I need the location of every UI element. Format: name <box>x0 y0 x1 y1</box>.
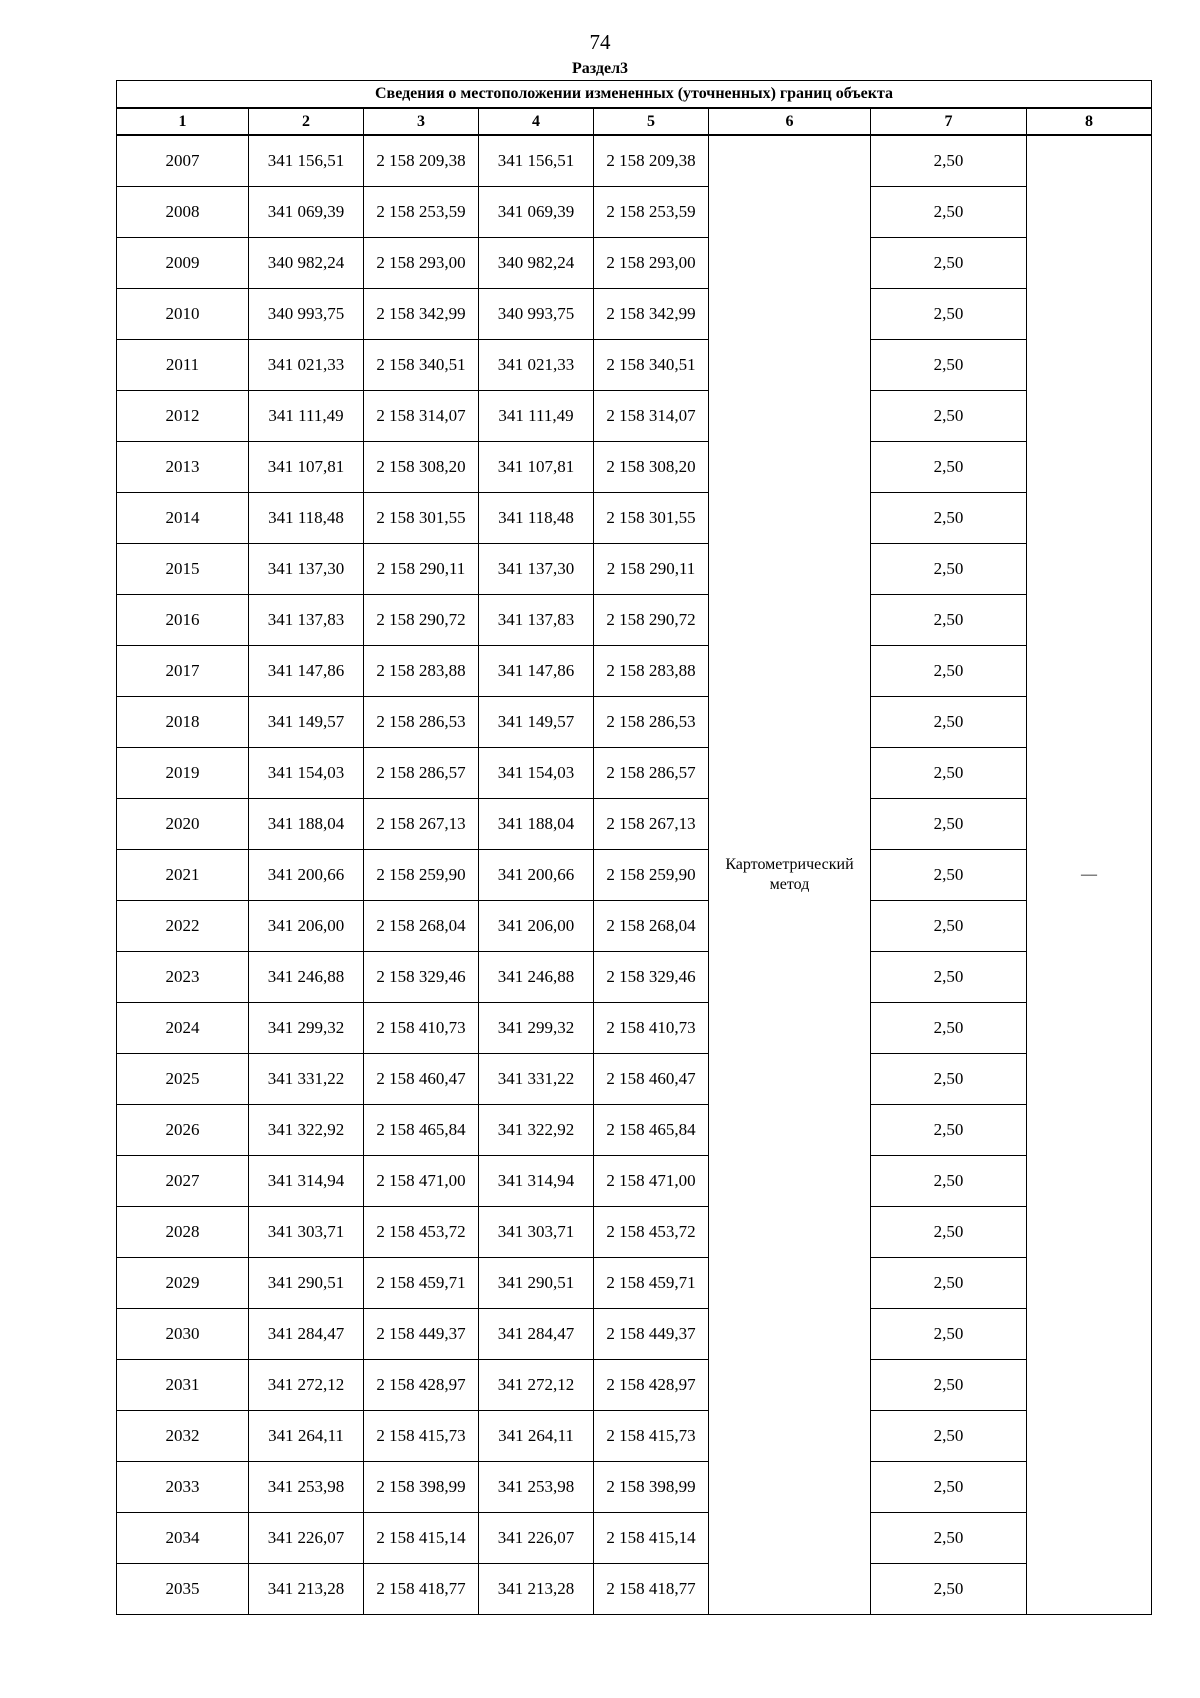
x-coordinate-cell: 341 226,07 <box>249 1513 364 1564</box>
point-number-cell: 2023 <box>117 952 249 1003</box>
table-row <box>117 493 1152 544</box>
y-coordinate-cell: 2 158 428,97 <box>364 1360 479 1411</box>
table-row <box>117 646 1152 697</box>
x-coordinate-cell: 341 147,86 <box>249 646 364 697</box>
accuracy-cell: 2,50 <box>871 901 1027 952</box>
y-coordinate-cell: 2 158 286,53 <box>364 697 479 748</box>
point-number-cell: 2019 <box>117 748 249 799</box>
y-coordinate-cell: 2 158 209,38 <box>594 135 709 187</box>
table-row <box>117 1411 1152 1462</box>
point-number-cell: 2033 <box>117 1462 249 1513</box>
point-number-cell: 2026 <box>117 1105 249 1156</box>
accuracy-cell: 2,50 <box>871 340 1027 391</box>
accuracy-cell: 2,50 <box>871 493 1027 544</box>
y-coordinate-cell: 2 158 418,77 <box>594 1564 709 1615</box>
point-number-cell: 2008 <box>117 187 249 238</box>
x-coordinate-cell: 341 322,92 <box>249 1105 364 1156</box>
y-coordinate-cell: 2 158 415,14 <box>364 1513 479 1564</box>
table-row <box>117 1105 1152 1156</box>
y-coordinate-cell: 2 158 465,84 <box>364 1105 479 1156</box>
x-coordinate-cell: 341 200,66 <box>249 850 364 901</box>
column-number: 3 <box>364 108 479 135</box>
accuracy-cell: 2,50 <box>871 1309 1027 1360</box>
point-number-cell: 2027 <box>117 1156 249 1207</box>
x-coordinate-cell: 341 069,39 <box>479 187 594 238</box>
y-coordinate-cell: 2 158 428,97 <box>594 1360 709 1411</box>
y-coordinate-cell: 2 158 301,55 <box>364 493 479 544</box>
table-row <box>117 1513 1152 1564</box>
y-coordinate-cell: 2 158 415,14 <box>594 1513 709 1564</box>
y-coordinate-cell: 2 158 301,55 <box>594 493 709 544</box>
y-coordinate-cell: 2 158 418,77 <box>364 1564 479 1615</box>
x-coordinate-cell: 341 154,03 <box>249 748 364 799</box>
y-coordinate-cell: 2 158 453,72 <box>594 1207 709 1258</box>
accuracy-cell: 2,50 <box>871 1105 1027 1156</box>
x-coordinate-cell: 340 982,24 <box>479 238 594 289</box>
y-coordinate-cell: 2 158 259,90 <box>594 850 709 901</box>
x-coordinate-cell: 341 154,03 <box>479 748 594 799</box>
y-coordinate-cell: 2 158 308,20 <box>364 442 479 493</box>
x-coordinate-cell: 341 149,57 <box>249 697 364 748</box>
y-coordinate-cell: 2 158 253,59 <box>594 187 709 238</box>
accuracy-cell: 2,50 <box>871 748 1027 799</box>
accuracy-cell: 2,50 <box>871 135 1027 187</box>
point-number-cell: 2007 <box>117 135 249 187</box>
accuracy-cell: 2,50 <box>871 1513 1027 1564</box>
y-coordinate-cell: 2 158 449,37 <box>594 1309 709 1360</box>
method-cell: Картометрический метод <box>709 135 871 1615</box>
x-coordinate-cell: 341 284,47 <box>479 1309 594 1360</box>
x-coordinate-cell: 341 213,28 <box>479 1564 594 1615</box>
y-coordinate-cell: 2 158 267,13 <box>364 799 479 850</box>
x-coordinate-cell: 340 993,75 <box>249 289 364 340</box>
table-row <box>117 799 1152 850</box>
y-coordinate-cell: 2 158 209,38 <box>364 135 479 187</box>
table-row <box>117 1054 1152 1105</box>
y-coordinate-cell: 2 158 293,00 <box>364 238 479 289</box>
accuracy-cell: 2,50 <box>871 1003 1027 1054</box>
y-coordinate-cell: 2 158 398,99 <box>594 1462 709 1513</box>
accuracy-cell: 2,50 <box>871 238 1027 289</box>
coordinates-table <box>116 80 1152 1615</box>
table-row <box>117 1564 1152 1615</box>
table-row <box>117 1003 1152 1054</box>
column-number: 7 <box>871 108 1027 135</box>
table-body <box>117 135 1152 1615</box>
y-coordinate-cell: 2 158 340,51 <box>364 340 479 391</box>
point-number-cell: 2034 <box>117 1513 249 1564</box>
x-coordinate-cell: 341 118,48 <box>479 493 594 544</box>
accuracy-cell: 2,50 <box>871 1054 1027 1105</box>
x-coordinate-cell: 341 213,28 <box>249 1564 364 1615</box>
point-number-cell: 2009 <box>117 238 249 289</box>
x-coordinate-cell: 341 200,66 <box>479 850 594 901</box>
accuracy-cell: 2,50 <box>871 646 1027 697</box>
x-coordinate-cell: 340 982,24 <box>249 238 364 289</box>
accuracy-cell: 2,50 <box>871 595 1027 646</box>
x-coordinate-cell: 341 303,71 <box>249 1207 364 1258</box>
y-coordinate-cell: 2 158 290,72 <box>594 595 709 646</box>
note-cell: — <box>1027 135 1152 1615</box>
table-row <box>117 1309 1152 1360</box>
y-coordinate-cell: 2 158 459,71 <box>594 1258 709 1309</box>
x-coordinate-cell: 341 149,57 <box>479 697 594 748</box>
point-number-cell: 2032 <box>117 1411 249 1462</box>
y-coordinate-cell: 2 158 329,46 <box>364 952 479 1003</box>
accuracy-cell: 2,50 <box>871 391 1027 442</box>
x-coordinate-cell: 341 246,88 <box>249 952 364 1003</box>
table-row <box>117 442 1152 493</box>
point-number-cell: 2011 <box>117 340 249 391</box>
x-coordinate-cell: 341 264,11 <box>249 1411 364 1462</box>
y-coordinate-cell: 2 158 286,53 <box>594 697 709 748</box>
point-number-cell: 2028 <box>117 1207 249 1258</box>
accuracy-cell: 2,50 <box>871 799 1027 850</box>
x-coordinate-cell: 341 314,94 <box>249 1156 364 1207</box>
x-coordinate-cell: 341 137,83 <box>249 595 364 646</box>
x-coordinate-cell: 341 322,92 <box>479 1105 594 1156</box>
x-coordinate-cell: 341 264,11 <box>479 1411 594 1462</box>
table-row <box>117 748 1152 799</box>
table-row <box>117 391 1152 442</box>
y-coordinate-cell: 2 158 459,71 <box>364 1258 479 1309</box>
point-number-cell: 2015 <box>117 544 249 595</box>
x-coordinate-cell: 341 069,39 <box>249 187 364 238</box>
y-coordinate-cell: 2 158 286,57 <box>594 748 709 799</box>
table-row <box>117 1258 1152 1309</box>
point-number-cell: 2022 <box>117 901 249 952</box>
y-coordinate-cell: 2 158 465,84 <box>594 1105 709 1156</box>
x-coordinate-cell: 341 290,51 <box>479 1258 594 1309</box>
column-number: 8 <box>1027 108 1152 135</box>
table-row <box>117 289 1152 340</box>
column-number: 5 <box>594 108 709 135</box>
y-coordinate-cell: 2 158 410,73 <box>364 1003 479 1054</box>
x-coordinate-cell: 341 299,32 <box>249 1003 364 1054</box>
y-coordinate-cell: 2 158 290,11 <box>594 544 709 595</box>
table-row <box>117 595 1152 646</box>
x-coordinate-cell: 341 299,32 <box>479 1003 594 1054</box>
x-coordinate-cell: 341 290,51 <box>249 1258 364 1309</box>
x-coordinate-cell: 341 226,07 <box>479 1513 594 1564</box>
column-number: 6 <box>709 108 871 135</box>
point-number-cell: 2021 <box>117 850 249 901</box>
accuracy-cell: 2,50 <box>871 442 1027 493</box>
x-coordinate-cell: 341 314,94 <box>479 1156 594 1207</box>
x-coordinate-cell: 341 272,12 <box>249 1360 364 1411</box>
x-coordinate-cell: 341 111,49 <box>479 391 594 442</box>
x-coordinate-cell: 341 137,30 <box>479 544 594 595</box>
accuracy-cell: 2,50 <box>871 289 1027 340</box>
table-row <box>117 952 1152 1003</box>
x-coordinate-cell: 341 253,98 <box>479 1462 594 1513</box>
table-row <box>117 187 1152 238</box>
column-number: 4 <box>479 108 594 135</box>
table-caption: Сведения о местоположении измененных (уточненных) границ объекта <box>117 81 1152 109</box>
accuracy-cell: 2,50 <box>871 1462 1027 1513</box>
x-coordinate-cell: 341 107,81 <box>479 442 594 493</box>
table-row <box>117 1462 1152 1513</box>
y-coordinate-cell: 2 158 342,99 <box>594 289 709 340</box>
y-coordinate-cell: 2 158 471,00 <box>594 1156 709 1207</box>
accuracy-cell: 2,50 <box>871 952 1027 1003</box>
section-label: Раздел3 <box>571 60 629 77</box>
y-coordinate-cell: 2 158 415,73 <box>364 1411 479 1462</box>
accuracy-cell: 2,50 <box>871 187 1027 238</box>
accuracy-cell: 2,50 <box>871 1564 1027 1615</box>
table-row <box>117 340 1152 391</box>
y-coordinate-cell: 2 158 290,72 <box>364 595 479 646</box>
y-coordinate-cell: 2 158 340,51 <box>594 340 709 391</box>
point-number-cell: 2012 <box>117 391 249 442</box>
y-coordinate-cell: 2 158 398,99 <box>364 1462 479 1513</box>
point-number-cell: 2017 <box>117 646 249 697</box>
x-coordinate-cell: 341 137,30 <box>249 544 364 595</box>
y-coordinate-cell: 2 158 267,13 <box>594 799 709 850</box>
table-row <box>117 544 1152 595</box>
y-coordinate-cell: 2 158 449,37 <box>364 1309 479 1360</box>
x-coordinate-cell: 341 206,00 <box>479 901 594 952</box>
y-coordinate-cell: 2 158 259,90 <box>364 850 479 901</box>
x-coordinate-cell: 341 021,33 <box>479 340 594 391</box>
x-coordinate-cell: 341 147,86 <box>479 646 594 697</box>
point-number-cell: 2018 <box>117 697 249 748</box>
y-coordinate-cell: 2 158 415,73 <box>594 1411 709 1462</box>
x-coordinate-cell: 341 331,22 <box>479 1054 594 1105</box>
table-row <box>117 135 1152 187</box>
accuracy-cell: 2,50 <box>871 697 1027 748</box>
y-coordinate-cell: 2 158 253,59 <box>364 187 479 238</box>
x-coordinate-cell: 341 206,00 <box>249 901 364 952</box>
accuracy-cell: 2,50 <box>871 850 1027 901</box>
y-coordinate-cell: 2 158 314,07 <box>364 391 479 442</box>
accuracy-cell: 2,50 <box>871 1411 1027 1462</box>
x-coordinate-cell: 341 156,51 <box>479 135 594 187</box>
x-coordinate-cell: 341 331,22 <box>249 1054 364 1105</box>
point-number-cell: 2031 <box>117 1360 249 1411</box>
point-number-cell: 2024 <box>117 1003 249 1054</box>
y-coordinate-cell: 2 158 342,99 <box>364 289 479 340</box>
y-coordinate-cell: 2 158 329,46 <box>594 952 709 1003</box>
point-number-cell: 2016 <box>117 595 249 646</box>
x-coordinate-cell: 341 137,83 <box>479 595 594 646</box>
x-coordinate-cell: 341 156,51 <box>249 135 364 187</box>
accuracy-cell: 2,50 <box>871 544 1027 595</box>
y-coordinate-cell: 2 158 290,11 <box>364 544 479 595</box>
point-number-cell: 2029 <box>117 1258 249 1309</box>
x-coordinate-cell: 341 111,49 <box>249 391 364 442</box>
y-coordinate-cell: 2 158 286,57 <box>364 748 479 799</box>
table-row <box>117 1156 1152 1207</box>
x-coordinate-cell: 341 188,04 <box>249 799 364 850</box>
y-coordinate-cell: 2 158 314,07 <box>594 391 709 442</box>
table-row <box>117 1360 1152 1411</box>
table-row <box>117 850 1152 901</box>
y-coordinate-cell: 2 158 471,00 <box>364 1156 479 1207</box>
accuracy-cell: 2,50 <box>871 1360 1027 1411</box>
page-number: 74 <box>589 30 611 54</box>
y-coordinate-cell: 2 158 268,04 <box>594 901 709 952</box>
point-number-cell: 2010 <box>117 289 249 340</box>
y-coordinate-cell: 2 158 308,20 <box>594 442 709 493</box>
accuracy-cell: 2,50 <box>871 1258 1027 1309</box>
accuracy-cell: 2,50 <box>871 1207 1027 1258</box>
column-number: 1 <box>117 108 249 135</box>
column-number-row <box>117 108 1152 135</box>
x-coordinate-cell: 341 188,04 <box>479 799 594 850</box>
point-number-cell: 2025 <box>117 1054 249 1105</box>
point-number-cell: 2014 <box>117 493 249 544</box>
table-row <box>117 697 1152 748</box>
table-row <box>117 1207 1152 1258</box>
x-coordinate-cell: 341 107,81 <box>249 442 364 493</box>
point-number-cell: 2035 <box>117 1564 249 1615</box>
y-coordinate-cell: 2 158 460,47 <box>364 1054 479 1105</box>
x-coordinate-cell: 341 272,12 <box>479 1360 594 1411</box>
point-number-cell: 2020 <box>117 799 249 850</box>
x-coordinate-cell: 341 253,98 <box>249 1462 364 1513</box>
table-row <box>117 901 1152 952</box>
accuracy-cell: 2,50 <box>871 1156 1027 1207</box>
x-coordinate-cell: 341 118,48 <box>249 493 364 544</box>
x-coordinate-cell: 341 246,88 <box>479 952 594 1003</box>
x-coordinate-cell: 341 303,71 <box>479 1207 594 1258</box>
y-coordinate-cell: 2 158 293,00 <box>594 238 709 289</box>
y-coordinate-cell: 2 158 453,72 <box>364 1207 479 1258</box>
x-coordinate-cell: 341 284,47 <box>249 1309 364 1360</box>
y-coordinate-cell: 2 158 460,47 <box>594 1054 709 1105</box>
column-number: 2 <box>249 108 364 135</box>
y-coordinate-cell: 2 158 410,73 <box>594 1003 709 1054</box>
y-coordinate-cell: 2 158 283,88 <box>594 646 709 697</box>
point-number-cell: 2013 <box>117 442 249 493</box>
x-coordinate-cell: 340 993,75 <box>479 289 594 340</box>
y-coordinate-cell: 2 158 283,88 <box>364 646 479 697</box>
y-coordinate-cell: 2 158 268,04 <box>364 901 479 952</box>
point-number-cell: 2030 <box>117 1309 249 1360</box>
x-coordinate-cell: 341 021,33 <box>249 340 364 391</box>
table-row <box>117 238 1152 289</box>
